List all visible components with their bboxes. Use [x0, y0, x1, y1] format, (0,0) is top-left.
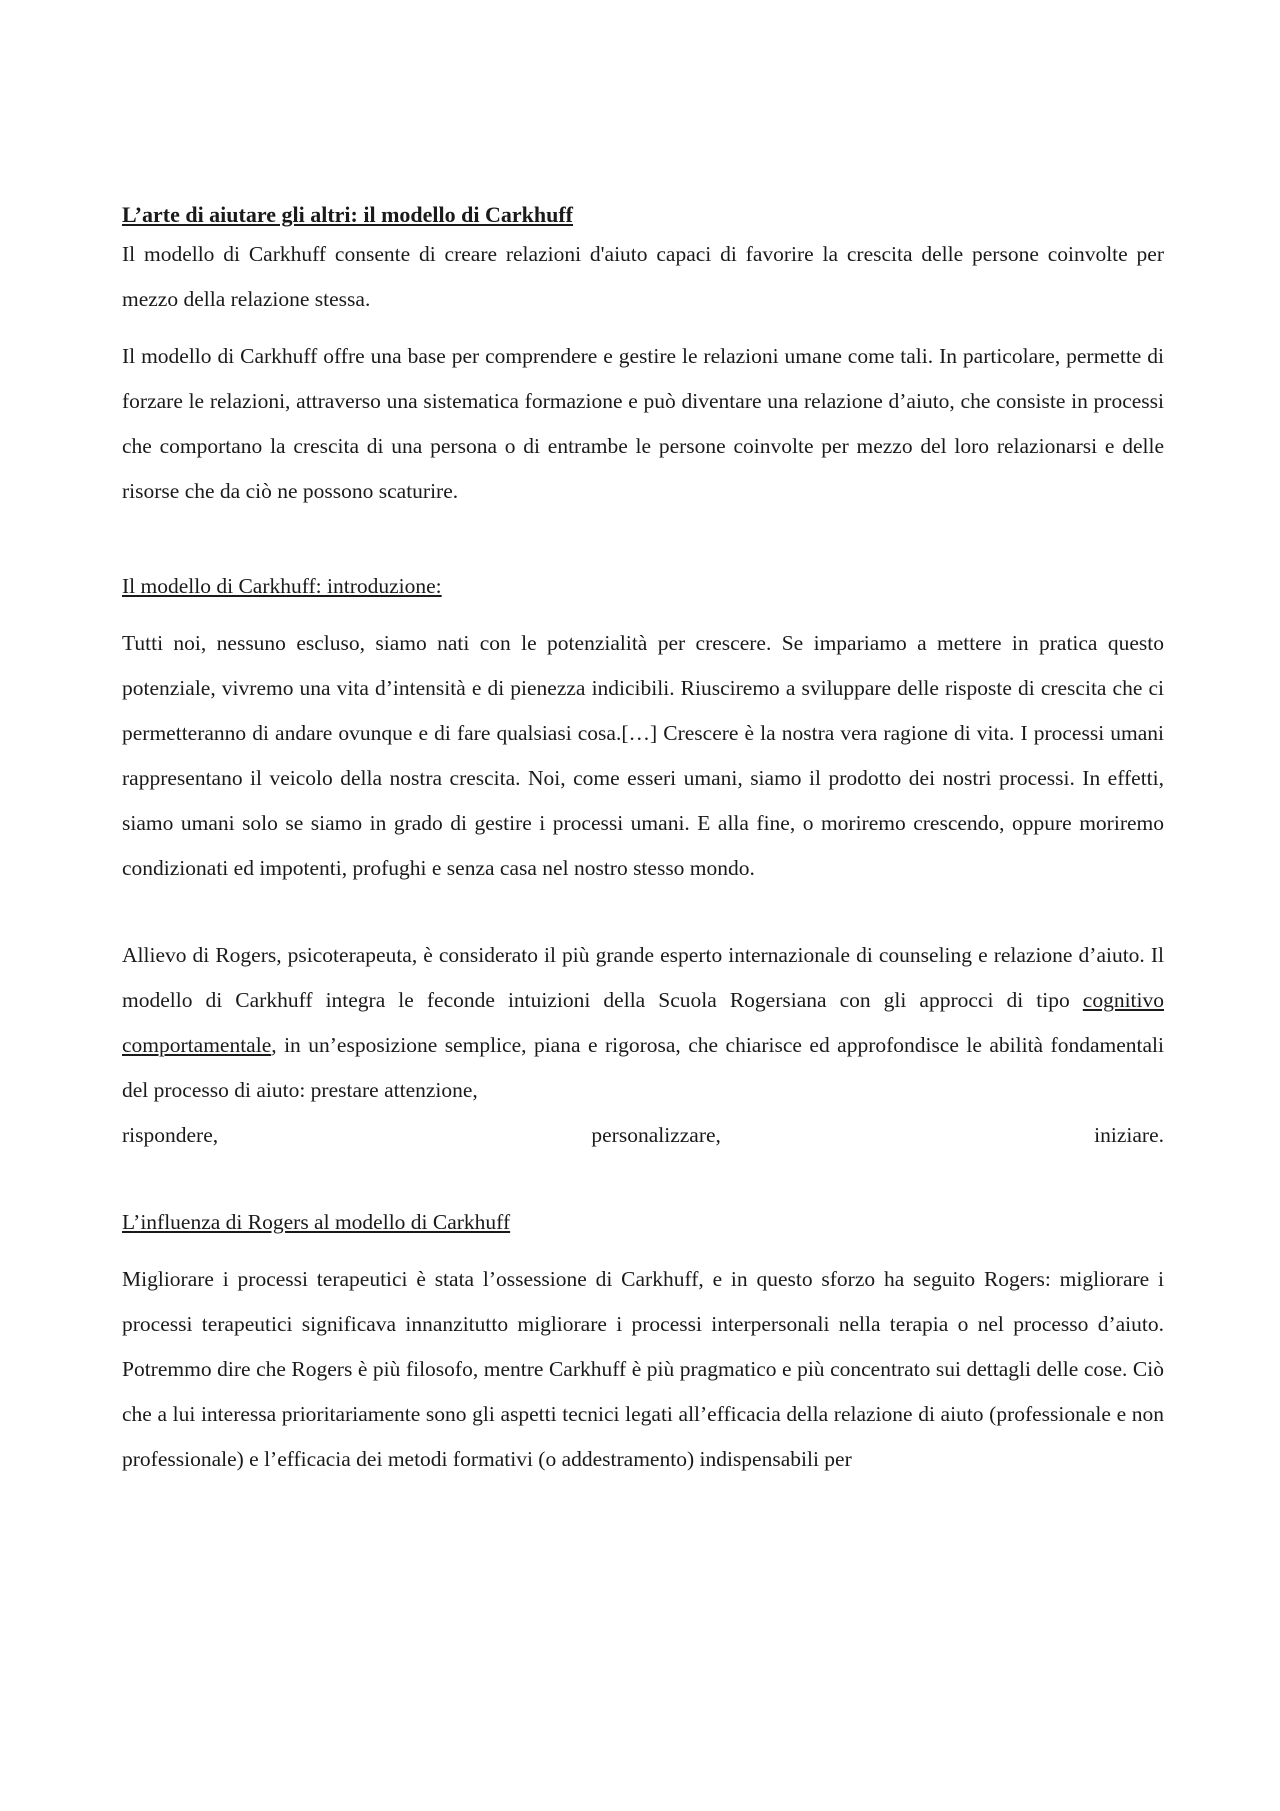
section-2-heading: L’influenza di Rogers al modello di Carkhuff	[122, 1210, 511, 1234]
spacer	[122, 514, 1164, 564]
spacer	[122, 322, 1164, 334]
section-1-heading: Il modello di Carkhuff: introduzione:	[122, 574, 442, 598]
intro-paragraph-1: Il modello di Carkhuff consente di creare relazioni d'aiuto capaci di favorire la crescita delle persone coinvolte per mezzo della relazione stessa.	[122, 242, 1164, 311]
paragraph-text: Allievo di Rogers, psicoterapeuta, è considerato il più grande esperto internazionale di counseling e relazione d’aiuto. Il modello di Carkhuff integra le feconde intuizioni della Scuola Rogersiana con gli approcci di tipo	[122, 943, 1164, 1012]
document-title: L’arte di aiutare gli altri: il modello di Carkhuff	[122, 202, 573, 227]
section-1-paragraph-2	[122, 933, 1164, 1113]
section-1-paragraph-2-last-line: rispondere, personalizzare, iniziare.	[122, 1123, 1164, 1147]
spacer	[122, 1158, 1164, 1200]
cognitive-behavioral-link[interactable]: cognitivo comportamentale	[122, 988, 1164, 1057]
intro-paragraph-2: Il modello di Carkhuff offre una base per comprendere e gestire le relazioni umane come tali. In particolare, permette di forzare le relazioni, attraverso una sistematica formazione e può diventare una relazione d’aiuto, che consiste in processi che comportano la crescita di una persona o di entrambe le persone coinvolte per mezzo del loro relazionarsi e delle risorse che da ciò ne possono scaturire.	[122, 344, 1164, 503]
spacer	[122, 1245, 1164, 1257]
document-page	[122, 198, 1164, 1482]
spacer	[122, 609, 1164, 621]
paragraph-text: , in un’esposizione semplice, piana e rigorosa, che chiarisce ed approfondisce le abilità fondamentali del processo di aiuto: prestare attenzione,	[122, 1033, 1164, 1102]
section-2-paragraph-1: Migliorare i processi terapeutici è stata l’ossessione di Carkhuff, e in questo sforzo ha seguito Rogers: migliorare i processi terapeutici significava innanzitutto migliorare i processi interpersonali nella terapia o nel processo d’aiuto. Potremmo dire che Rogers è più filosofo, mentre Carkhuff è più pragmatico e più concentrato sui dettagli delle cose. Ciò che a lui interessa prioritariamente sono gli aspetti tecnici legati all’efficacia della relazione di aiuto (professionale e non professionale) e l’efficacia dei metodi formativi (o addestramento) indispensabili per	[122, 1267, 1164, 1471]
spacer	[122, 891, 1164, 933]
section-1-paragraph-1: Tutti noi, nessuno escluso, siamo nati con le potenzialità per crescere. Se impariamo a mettere in pratica questo potenziale, vivremo una vita d’intensità e di pienezza indicibili. Riusciremo a sviluppare delle risposte di crescita che ci permetteranno di andare ovunque e di fare qualsiasi cosa.[…] Crescere è la nostra vera ragione di vita. I processi umani rappresentano il veicolo della nostra crescita. Noi, come esseri umani, siamo il prodotto dei nostri processi. In effetti, siamo umani solo se siamo in grado di gestire i processi umani. E alla fine, o moriremo crescendo, oppure moriremo condizionati ed impotenti, profughi e senza casa nel nostro stesso mondo.	[122, 631, 1164, 880]
